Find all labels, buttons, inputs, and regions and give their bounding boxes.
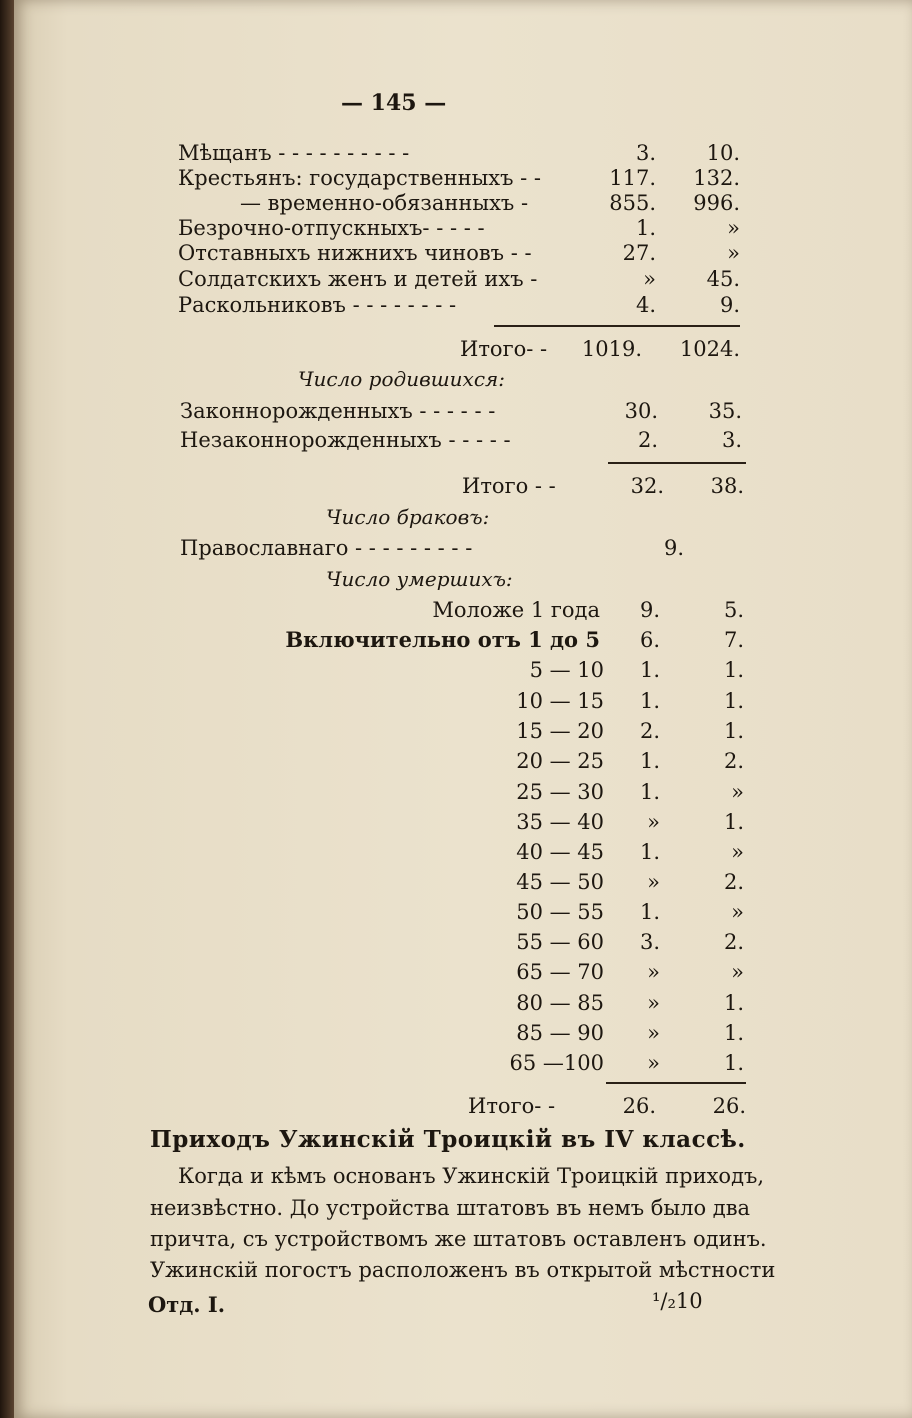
table-cell-a: »	[647, 991, 660, 1015]
table-cell-a: 2.	[637, 428, 658, 452]
table-row-label: Солдатскихъ женъ и детей ихъ -	[178, 267, 538, 291]
total-label: Итого- -	[468, 1094, 556, 1118]
total-rule	[608, 462, 746, 464]
table-cell-a: 1.	[639, 658, 660, 682]
paragraph-line: Когда и кѣмъ основанъ Ужинскій Троицкій приходъ,	[178, 1164, 765, 1188]
table-cell-b: 2.	[723, 749, 744, 773]
table-row-label: Законнорожденныхъ - - - - - -	[180, 399, 496, 423]
table-cell-b: 10.	[706, 141, 740, 165]
table-cell-a: 855.	[609, 191, 656, 215]
table-cell-a: »	[647, 810, 660, 834]
table-cell-b: 35.	[708, 399, 742, 423]
table-cell-b: 7.	[723, 628, 744, 652]
table-cell-b: »	[727, 241, 740, 265]
table-row-label: Отставныхъ нижнихъ чиновъ - -	[178, 241, 532, 265]
table-cell-b: »	[731, 780, 744, 804]
table-cell-a: 1.	[635, 216, 656, 240]
paragraph-line: неизвѣстно. До устройства штатовъ въ немъ было два	[150, 1196, 751, 1220]
table-cell-b: 1.	[723, 658, 744, 682]
age-range: 55 — 60	[516, 930, 604, 954]
table-row-label: Крестьянъ: государственныхъ - -	[178, 166, 542, 190]
table-cell-b: 1.	[723, 991, 744, 1015]
table-cell-b: »	[727, 216, 740, 240]
book-spine	[0, 0, 14, 1418]
age-range: 5 — 10	[529, 658, 604, 682]
table-cell-b: »	[731, 840, 744, 864]
table-cell-b: 45.	[706, 267, 740, 291]
age-range: 10 — 15	[516, 689, 604, 713]
age-range: 45 — 50	[516, 870, 604, 894]
table-cell-b: 1.	[723, 1051, 744, 1075]
total-a: 1019.	[581, 337, 642, 361]
marriages-heading: Число браковъ:	[326, 505, 490, 529]
table-row-label: Незаконнорожденныхъ - - - - -	[180, 428, 511, 452]
age-range: 15 — 20	[516, 719, 604, 743]
total-b: 26.	[712, 1094, 746, 1118]
footer-section-mark: Отд. I.	[148, 1292, 226, 1317]
table-cell-a: 6.	[639, 628, 660, 652]
table-cell-a: 2.	[639, 719, 660, 743]
age-range: 85 — 90	[516, 1021, 604, 1045]
table-cell-a: 1.	[639, 900, 660, 924]
table-cell-b: 1.	[723, 1021, 744, 1045]
table-cell-a: 1.	[639, 780, 660, 804]
total-rule	[606, 1082, 746, 1084]
page-number: — 145 —	[341, 90, 447, 116]
table-cell-a: 4.	[635, 293, 656, 317]
deaths-heading: Число умершихъ:	[326, 567, 513, 591]
table-cell-b: 132.	[693, 166, 740, 190]
table-cell-b: »	[731, 900, 744, 924]
total-rule	[494, 325, 740, 327]
age-range: 65 —100	[509, 1051, 604, 1075]
age-range: 40 — 45	[516, 840, 604, 864]
age-range: 50 — 55	[516, 900, 604, 924]
total-a: 32.	[630, 474, 664, 498]
table-cell-a: »	[647, 870, 660, 894]
table-cell-a: »	[647, 1021, 660, 1045]
table-cell-b: 2.	[723, 930, 744, 954]
total-label: Итого - -	[462, 474, 556, 498]
age-range: 80 — 85	[516, 991, 604, 1015]
age-range: 65 — 70	[516, 960, 604, 984]
footer-signature-mark: ¹/₂10	[652, 1289, 703, 1313]
table-cell-a: 9.	[639, 598, 660, 622]
table-cell-a: 3.	[635, 141, 656, 165]
age-range: 25 — 30	[516, 780, 604, 804]
table-row-label: Мѣщанъ - - - - - - - - - -	[178, 141, 410, 165]
table-cell-a: 1.	[639, 749, 660, 773]
table-cell-b: »	[731, 960, 744, 984]
table-cell-b: 1.	[723, 719, 744, 743]
table-row-label: — временно-обязанныхъ -	[240, 191, 529, 215]
table-cell-b: 3.	[721, 428, 742, 452]
paragraph-line: Ужинскій погостъ расположенъ въ открытой мѣстности	[150, 1258, 776, 1282]
table-cell-a: 30.	[624, 399, 658, 423]
table-cell-a: 1.	[639, 689, 660, 713]
table-row-label: Моложе 1 года	[432, 598, 600, 622]
total-a: 26.	[622, 1094, 656, 1118]
births-heading: Число родившихся:	[298, 367, 506, 391]
table-cell-b: 996.	[693, 191, 740, 215]
table-cell-b: 5.	[723, 598, 744, 622]
total-b: 1024.	[679, 337, 740, 361]
paragraph-line: причта, съ устройствомъ же штатовъ оставленъ одинъ.	[150, 1227, 767, 1251]
table-cell-b: 1.	[723, 689, 744, 713]
table-row-label: Безрочно-отпускныхъ- - - - -	[178, 216, 485, 240]
table-cell-a: »	[647, 1051, 660, 1075]
table-cell-value: 9.	[664, 536, 685, 560]
table-row-label: Православнаго - - - - - - - - -	[180, 536, 473, 560]
table-cell-a: »	[643, 267, 656, 291]
table-row-label: Включительно отъ 1 до 5	[285, 627, 600, 652]
age-range: 35 — 40	[516, 810, 604, 834]
section-title: Приходъ Ужинскій Троицкій въ IV классѣ.	[150, 1126, 746, 1153]
total-label: Итого- -	[460, 337, 548, 361]
table-cell-a: 3.	[639, 930, 660, 954]
table-cell-a: 1.	[639, 840, 660, 864]
table-cell-a: 117.	[609, 166, 656, 190]
table-cell-b: 2.	[723, 870, 744, 894]
table-cell-b: 1.	[723, 810, 744, 834]
total-b: 38.	[710, 474, 744, 498]
table-cell-b: 9.	[719, 293, 740, 317]
age-range: 20 — 25	[516, 749, 604, 773]
table-row-label: Раскольниковъ - - - - - - - -	[178, 293, 457, 317]
table-cell-a: »	[647, 960, 660, 984]
table-cell-a: 27.	[622, 241, 656, 265]
